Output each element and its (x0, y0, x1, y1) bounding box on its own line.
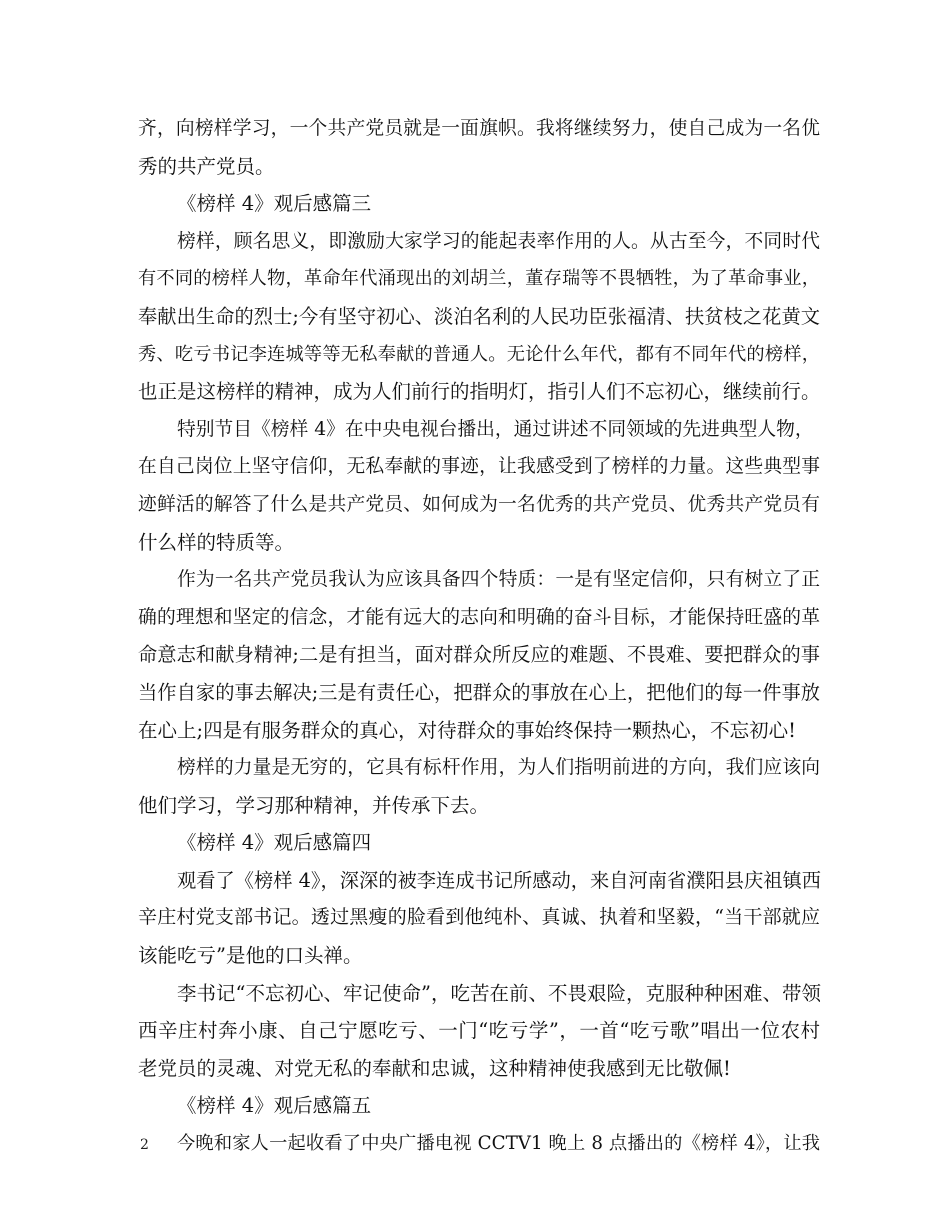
text-line: 齐，向榜样学习，一个共产党员就是一面旗帜。我将继续努力，使自己成为一名优 (138, 118, 820, 139)
text-line: 确的理想和坚定的信念，才能有远大的志向和明确的奋斗目标，才能保持旺盛的革 (138, 606, 820, 628)
text-line: 在自己岗位上坚守信仰，无私奉献的事迹，让我感受到了榜样的力量。这些典型事 (138, 456, 820, 478)
text-line: 《榜样 4》观后感篇五 (177, 1094, 372, 1118)
text-line: 该能吃亏”是他的口头禅。 (138, 944, 363, 968)
document-body (138, 110, 820, 1163)
text-line: 什么样的特质等。 (138, 530, 295, 554)
text-line: 辛庄村党支部书记。透过黑瘦的脸看到他纯朴、真诚、执着和坚毅，“当干部就应 (138, 906, 820, 929)
text-line: 老党员的灵魂、对党无私的奉献和忠诚，这种精神使我感到无比敬佩! (138, 1056, 731, 1080)
text-line: 也正是这榜样的精神，成为人们前行的指明灯，指引人们不忘初心，继续前行。 (138, 380, 821, 404)
text-line: 秀、吃亏书记李连城等等无私奉献的普通人。无论什么年代，都有不同年代的榜样， (138, 343, 820, 365)
text-line: 《榜样 4》观后感篇三 (177, 192, 372, 216)
text-line: 作为一名共产党员我认为应该具备四个特质：一是有坚定信仰，只有树立了正 (177, 569, 820, 591)
text-line: 有不同的榜样人物，革命年代涌现出的刘胡兰，董存瑞等不畏牺牲，为了革命事业， (138, 268, 820, 290)
text-line: 今晚和家人一起收看了中央广播电视 CCTV1 晚上 8 点播出的《榜样 4》，让我 (177, 1133, 820, 1155)
text-line: 榜样的力量是无穷的，它具有标杆作用，为人们指明前进的方向，我们应该向 (177, 757, 820, 779)
text-line: 特别节目《榜样 4》在中央电视台播出，通过讲述不同领域的先进典型人物， (177, 418, 814, 440)
text-line: 李书记“不忘初心、牢记使命”，吃苦在前、不畏艰险，克服种种困难、带领 (177, 981, 821, 1005)
text-line: 命意志和献身精神;二是有担当，面对群众所反应的难题、不畏难、要把群众的事 (138, 643, 820, 667)
page-number: 2 (140, 1137, 149, 1153)
text-line: 秀的共产党员。 (138, 154, 275, 178)
text-line: 奉献出生命的烈士;今有坚守初心、淡泊名利的人民功臣张福清、扶贫枝之花黄文 (138, 304, 820, 328)
text-line: 《榜样 4》观后感篇四 (177, 831, 372, 855)
text-line: 西辛庄村奔小康、自己宁愿吃亏、一门“吃亏学”，一首“吃亏歌”唱出一位农村 (138, 1019, 820, 1043)
text-line: 他们学习，学习那种精神，并传承下去。 (138, 793, 490, 817)
text-line: 当作自家的事去解决;三是有责任心，把群众的事放在心上，把他们的每一件事放 (138, 680, 820, 704)
text-line: 迹鲜活的解答了什么是共产党员、如何成为一名优秀的共产党员、优秀共产党员有 (138, 493, 820, 515)
text-line: 在心上;四是有服务群众的真心，对待群众的事始终保持一颗热心，不忘初心! (138, 718, 796, 742)
text-line: 榜样，顾名思义，即激励大家学习的能起表率作用的人。从古至今，不同时代 (177, 230, 820, 252)
text-line: 观看了《榜样 4》，深深的被李连成书记所感动，来自河南省濮阳县庆祖镇西 (177, 868, 821, 892)
